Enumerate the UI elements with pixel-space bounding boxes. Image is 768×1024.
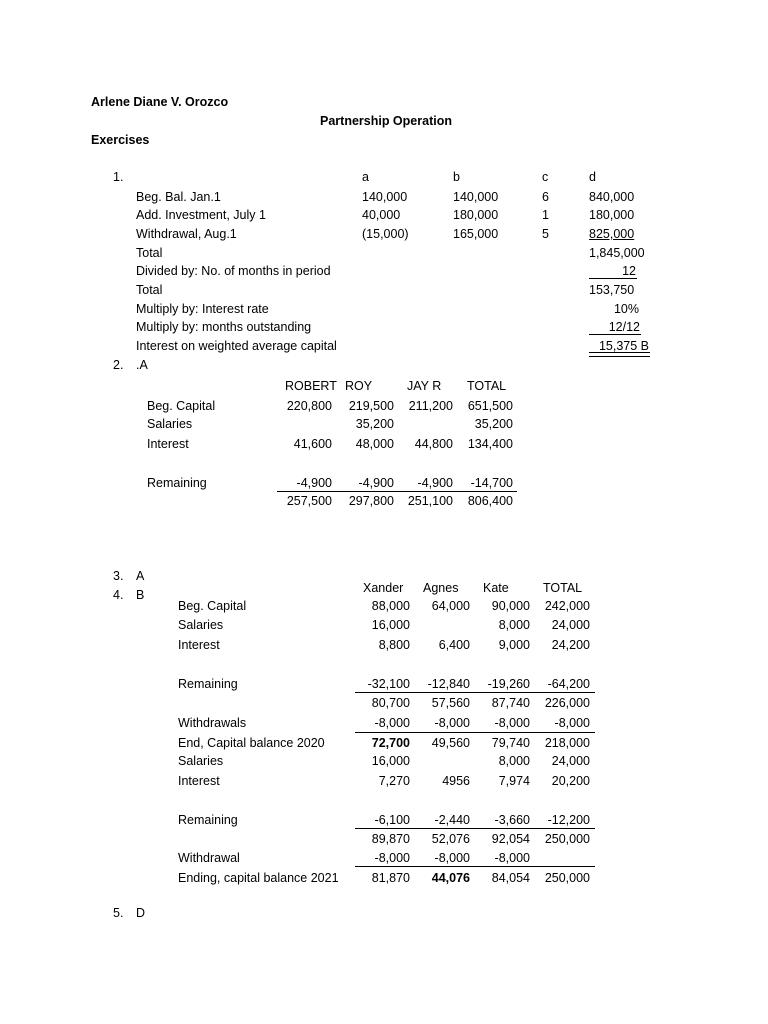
cell: 4956 <box>442 774 470 788</box>
cell: 24,000 <box>551 618 590 632</box>
row-label: Beg. Bal. Jan.1 <box>136 190 221 204</box>
cell: 297,800 <box>348 494 394 508</box>
cell: 218,000 <box>544 736 590 750</box>
question-number: 5. <box>113 906 124 920</box>
cell-a: (15,000) <box>362 227 409 241</box>
cell: 6,400 <box>438 638 470 652</box>
question-number: 1. <box>113 170 124 184</box>
cell: 8,800 <box>378 638 410 652</box>
cell: 44,076 <box>431 871 470 885</box>
cell-d: 825,000 <box>589 227 635 241</box>
cell: 7,270 <box>378 774 410 788</box>
cell: -64,200 <box>547 677 590 691</box>
question-number: 3. <box>113 569 124 583</box>
row-label: Remaining <box>147 476 207 490</box>
cell: -8,000 <box>374 716 410 730</box>
cell: -8,000 <box>494 851 530 865</box>
row-label: Divided by: No. of months in period <box>136 264 331 278</box>
cell: 250,000 <box>544 871 590 885</box>
cell: 9,000 <box>498 638 530 652</box>
cell: 24,200 <box>551 638 590 652</box>
total-rule <box>277 491 517 492</box>
cell-c: 6 <box>542 190 549 204</box>
cell: -8,000 <box>434 716 470 730</box>
col-header: Kate <box>483 581 509 595</box>
row-label: Salaries <box>147 417 193 431</box>
row-label: Withdrawal, Aug.1 <box>136 227 237 241</box>
cell-c: 5 <box>542 227 549 241</box>
row-label: Remaining <box>178 813 238 827</box>
cell: -4,900 <box>417 476 453 490</box>
cell: 72,700 <box>371 736 410 750</box>
col-header: ROY <box>345 379 373 393</box>
col-header-b: b <box>453 170 460 184</box>
answer: A <box>136 569 145 583</box>
cell: 8,000 <box>498 618 530 632</box>
cell: 88,000 <box>371 599 410 613</box>
cell: -3,660 <box>494 813 530 827</box>
question-number: 2. <box>113 358 124 372</box>
cell: 92,054 <box>491 832 530 846</box>
col-header: TOTAL <box>467 379 507 393</box>
cell: 35,200 <box>474 417 513 431</box>
row-label: End, Capital balance 2020 <box>178 736 325 750</box>
cell: -32,100 <box>367 677 410 691</box>
cell: 226,000 <box>544 696 590 710</box>
row-label: Interest on weighted average capital <box>136 339 337 353</box>
cell-d: 15,375 B <box>598 339 649 353</box>
cell: -4,900 <box>296 476 332 490</box>
col-header-d: d <box>589 170 596 184</box>
cell: 35,200 <box>355 417 394 431</box>
col-header: Agnes <box>423 581 459 595</box>
cell-c: 1 <box>542 208 549 222</box>
cell: 48,000 <box>355 437 394 451</box>
row-label: Beg. Capital <box>178 599 247 613</box>
cell: -8,000 <box>494 716 530 730</box>
question-number: 4. <box>113 588 124 602</box>
cell: 134,400 <box>467 437 513 451</box>
cell: 220,800 <box>286 399 332 413</box>
cell: 16,000 <box>371 618 410 632</box>
answer: B <box>136 588 145 602</box>
col-header: JAY R <box>407 379 442 393</box>
row-label: Salaries <box>178 618 224 632</box>
cell: 16,000 <box>371 754 410 768</box>
cell: 84,054 <box>491 871 530 885</box>
row-label: Withdrawal <box>178 851 240 865</box>
cell-d: 840,000 <box>589 190 635 204</box>
cell: 57,560 <box>431 696 470 710</box>
row-label: Beg. Capital <box>147 399 216 413</box>
total-rule <box>355 828 595 829</box>
cell-d: 1,845,000 <box>589 246 645 260</box>
section-heading: Exercises <box>91 133 150 147</box>
row-label: Interest <box>178 638 220 652</box>
underline <box>589 334 641 335</box>
cell: 211,200 <box>408 399 453 413</box>
cell-a: 140,000 <box>362 190 408 204</box>
cell-a: 40,000 <box>362 208 401 222</box>
col-header: ROBERT <box>285 379 337 393</box>
cell-d: 180,000 <box>589 208 635 222</box>
answer: D <box>136 906 146 920</box>
double-underline <box>589 352 650 357</box>
cell: -6,100 <box>374 813 410 827</box>
cell: 24,000 <box>551 754 590 768</box>
cell-b: 180,000 <box>453 208 499 222</box>
cell: 8,000 <box>498 754 530 768</box>
cell: -8,000 <box>374 851 410 865</box>
cell: -4,900 <box>358 476 394 490</box>
row-label: Ending, capital balance 2021 <box>178 871 339 885</box>
page-title: Partnership Operation <box>320 114 452 128</box>
cell-b: 165,000 <box>453 227 499 241</box>
row-label: Interest <box>147 437 189 451</box>
cell: -12,200 <box>547 813 590 827</box>
cell: 89,870 <box>371 832 410 846</box>
cell: 242,000 <box>544 599 590 613</box>
cell: -8,000 <box>434 851 470 865</box>
author-name: Arlene Diane V. Orozco <box>91 95 229 109</box>
row-label: Salaries <box>178 754 224 768</box>
row-label: Withdrawals <box>178 716 247 730</box>
cell-d: 10% <box>613 302 639 316</box>
cell-d: 153,750 <box>589 283 635 297</box>
answer: .A <box>136 358 148 372</box>
underline <box>589 278 637 279</box>
col-header: TOTAL <box>543 581 583 595</box>
cell: 251,100 <box>407 494 453 508</box>
cell: 49,560 <box>431 736 470 750</box>
cell: 90,000 <box>491 599 530 613</box>
cell: 41,600 <box>293 437 332 451</box>
cell: -19,260 <box>487 677 530 691</box>
cell: 81,870 <box>371 871 410 885</box>
row-label: Add. Investment, July 1 <box>136 208 266 222</box>
cell-d: 12/12 <box>608 320 640 334</box>
cell: -8,000 <box>554 716 590 730</box>
cell: 87,740 <box>491 696 530 710</box>
cell: 806,400 <box>467 494 513 508</box>
cell: 44,800 <box>414 437 453 451</box>
total-rule <box>355 692 595 693</box>
row-label: Interest <box>178 774 220 788</box>
total-rule <box>355 732 595 733</box>
row-label: Multiply by: months outstanding <box>136 320 312 334</box>
col-header-c: c <box>542 170 549 184</box>
cell: 52,076 <box>431 832 470 846</box>
row-label: Remaining <box>178 677 238 691</box>
cell: 257,500 <box>286 494 332 508</box>
row-label: Multiply by: Interest rate <box>136 302 269 316</box>
cell: 651,500 <box>467 399 513 413</box>
total-rule <box>355 866 595 867</box>
cell-b: 140,000 <box>453 190 499 204</box>
col-header-a: a <box>362 170 369 184</box>
cell: -12,840 <box>427 677 470 691</box>
cell: -14,700 <box>470 476 513 490</box>
cell: 79,740 <box>491 736 530 750</box>
cell: -2,440 <box>434 813 470 827</box>
row-label: Total <box>136 246 163 260</box>
cell: 7,974 <box>498 774 530 788</box>
row-label: Total <box>136 283 163 297</box>
cell: 80,700 <box>371 696 410 710</box>
cell-d: 12 <box>622 264 636 278</box>
cell: 250,000 <box>544 832 590 846</box>
cell: 219,500 <box>348 399 394 413</box>
col-header: Xander <box>363 581 404 595</box>
cell: 64,000 <box>431 599 470 613</box>
cell: 20,200 <box>551 774 590 788</box>
